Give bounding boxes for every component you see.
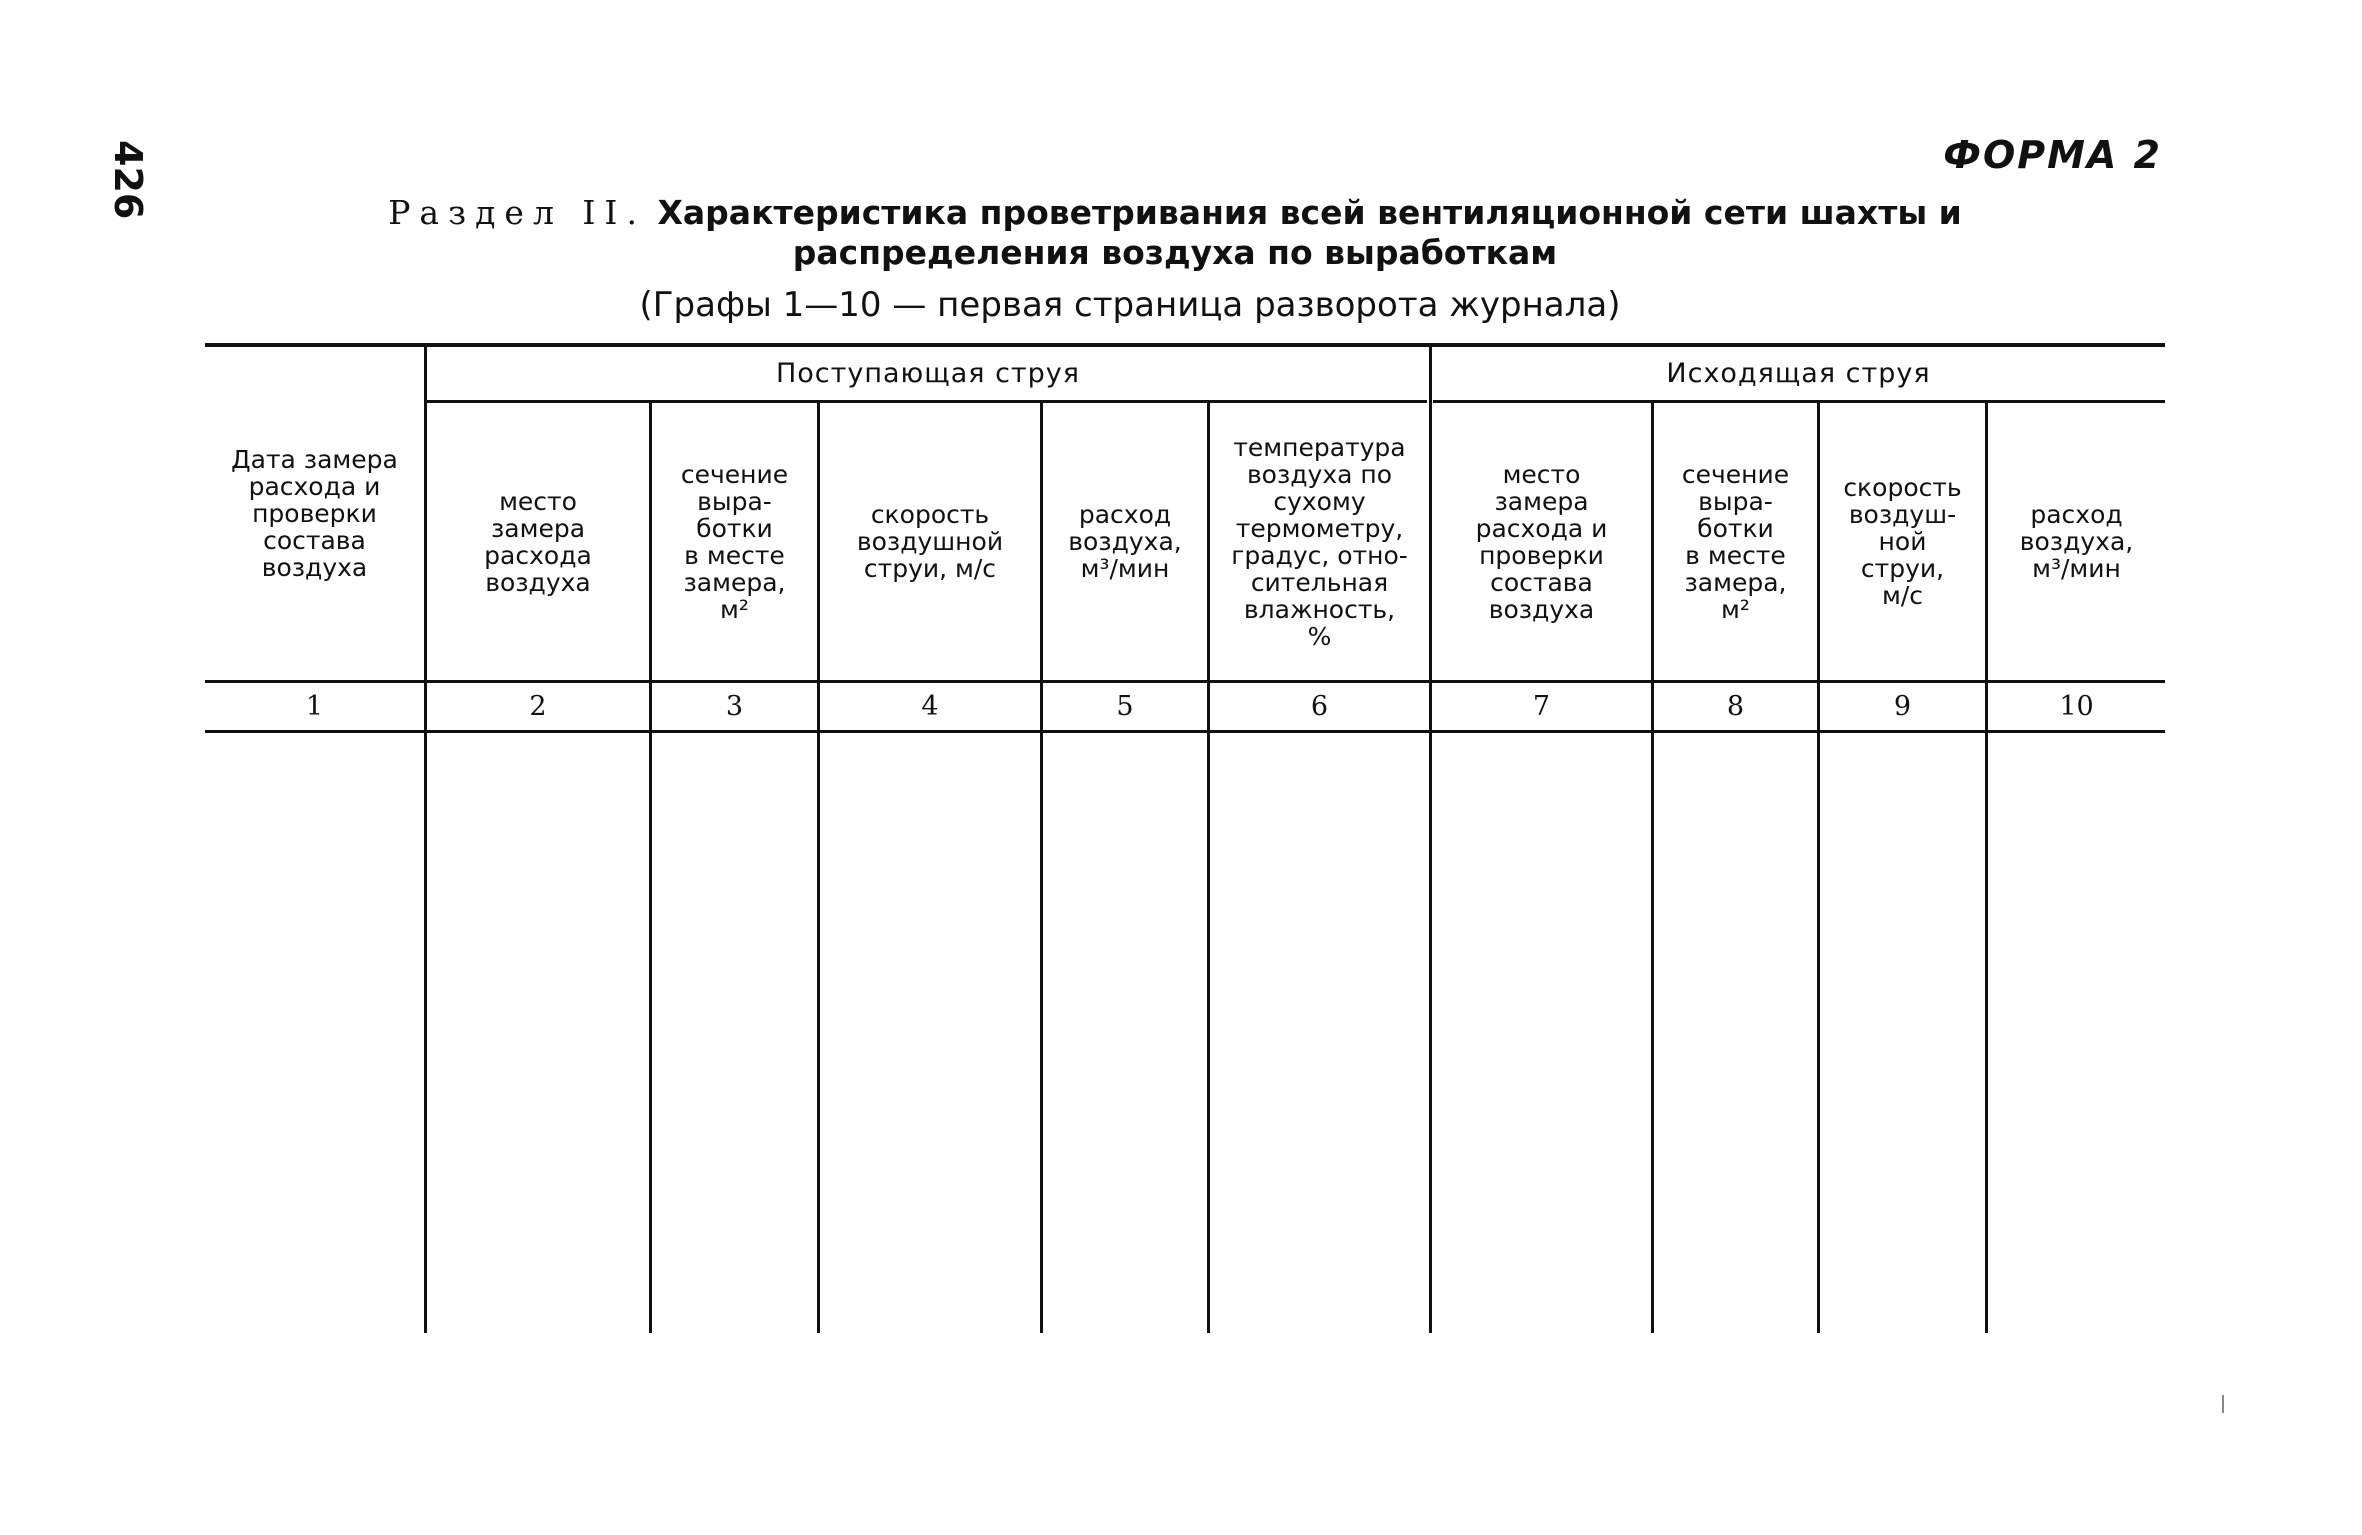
column-number-2: 2: [529, 691, 547, 722]
column-number-4: 4: [921, 691, 939, 722]
column-header-3: сечение выра- ботки в месте замера, м²: [680, 459, 789, 624]
column-number-5: 5: [1116, 691, 1134, 722]
column-number-8: 8: [1726, 691, 1745, 722]
page-number: 426: [106, 140, 150, 220]
column-number-10: 10: [2059, 691, 2094, 722]
ventilation-journal-table: [205, 343, 2165, 1343]
column-number-1: 1: [305, 691, 324, 722]
column-header-4: скорость воздушной струи, м/с: [856, 500, 1004, 583]
column-header-9: скорость воздуш- ной струи, м/с: [1843, 473, 1962, 610]
journal-entry-area: [205, 733, 2165, 1333]
column-header-10: расход воздуха, м³/мин: [2019, 500, 2134, 583]
section-title-text: Характеристика проветривания всей вентиляционной сети шахты и распределения воздуха по выработкам: [657, 193, 1962, 272]
column-header-1: Дата замера расхода и проверки состава воздуха: [231, 445, 398, 582]
column-number-6: 6: [1310, 691, 1329, 722]
column-header-7: место замера расхода и проверки состава воздуха: [1475, 459, 1608, 624]
column-header-5: расход воздуха, м³/мин: [1068, 500, 1182, 583]
scan-mark: [2222, 1395, 2224, 1413]
column-header-8: сечение выра- ботки в месте замера, м²: [1681, 459, 1790, 624]
section-title-prefix: Раздел II.: [388, 193, 646, 232]
incoming-stream-header: Поступающая струя: [775, 358, 1081, 389]
column-header-6: температура воздуха по сухому термометру, градус, отно- сительная влажность, %: [1231, 432, 1408, 651]
section-subtitle: (Графы 1—10 — первая страница разворота журнала): [639, 285, 1621, 325]
column-number-3: 3: [725, 691, 744, 722]
section-title: [280, 193, 2070, 273]
form-label: ФОРМА 2: [1943, 133, 2162, 177]
outgoing-stream-header: Исходящая струя: [1666, 358, 1931, 389]
column-number-9: 9: [1893, 691, 1912, 722]
column-number-7: 7: [1532, 691, 1551, 722]
column-header-2: место замера расхода воздуха: [484, 486, 592, 597]
